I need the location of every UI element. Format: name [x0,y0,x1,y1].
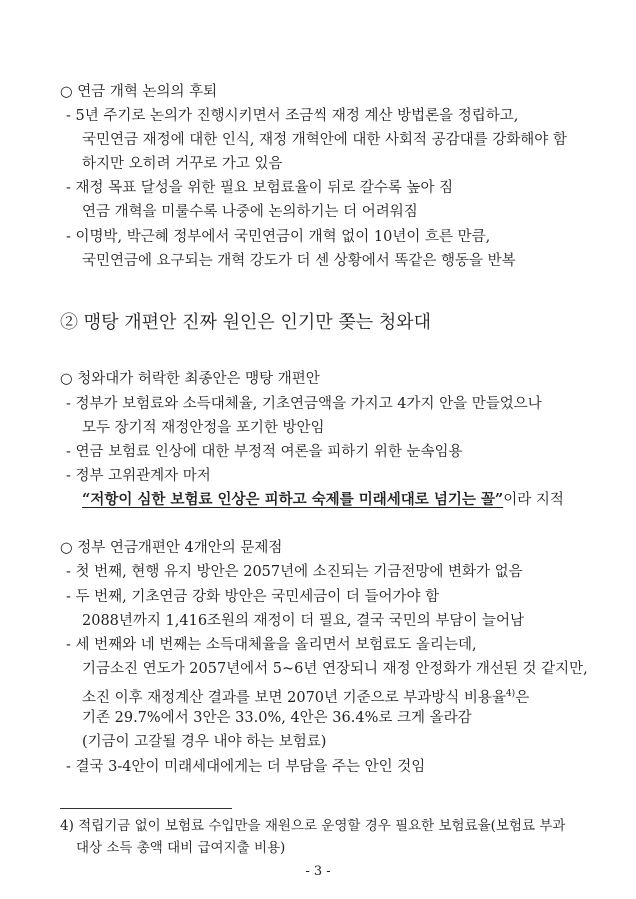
footnote-text: 4) 적립기금 없이 보험료 수입만을 재원으로 운영할 경우 필요한 보험료율(보험료 부과 [60,818,566,834]
dash-item: - 연금 보험료 인상에 대한 부정적 여론을 피하기 위한 눈속임용 [66,444,463,460]
dash-item: - 정부 고위관계자 마저 [66,468,211,484]
continuation-line: 하지만 오히려 거꾸로 가고 있음 [82,156,283,172]
bullet-heading: ○ 연금 개혁 논의의 후퇴 [60,84,218,100]
dash-item: - 첫 번째, 현행 유지 방안은 2057년에 소진되는 기금전망에 변화가 없음 [66,564,523,580]
section-heading: ② 맹탕 개편안 진짜 원인은 인기만 쫒는 청와대 [60,312,432,333]
continuation-line: 연금 개혁을 미룰수록 나중에 논의하기는 더 어려워짐 [82,204,418,220]
underlined-quote: “저항이 심한 보험료 인상은 피하고 숙제를 미래세대로 넘기는 꼴” [82,491,504,508]
continuation-line: (기금이 고갈될 경우 내야 하는 보험료) [82,734,327,750]
footnote-text-continued: 대상 소득 총액 대비 급여지출 비용) [76,840,286,856]
page-number: - 3 - [305,864,331,879]
dash-item: - 5년 주기로 논의가 진행시키면서 조금씩 재정 계산 방법론을 정립하고, [66,108,519,124]
quote-tail: 이라 지적 [503,492,564,508]
bullet-heading: ○ 청와대가 허락한 최종안은 맹탕 개편안 [60,371,320,387]
quote-line [82,490,564,510]
dash-item: - 정부가 보험료와 소득대체율, 기초연금액을 가지고 4가지 안을 만들었으나 [66,396,542,412]
dash-item: - 두 번째, 기초연금 강화 방안은 국민세금이 더 들어가야 함 [66,589,440,605]
continuation-line: 국민연금에 요구되는 개혁 강도가 더 센 상황에서 똑같은 행동을 반복 [82,253,516,269]
dash-item: - 재정 목표 달성을 위한 필요 보험료율이 뒤로 갈수록 높아 짐 [66,180,454,196]
footnote-divider [60,808,232,809]
dash-item: - 결국 3-4안이 미래세대에게는 더 부담을 주는 안인 것임 [66,759,426,775]
continuation-line: 기존 29.7%에서 3안은 33.0%, 4안은 36.4%로 크게 올라감 [82,710,472,726]
continuation-line: 국민연금 재정에 대한 인식, 재정 개혁안에 대한 사회적 공감대를 강화해야 함 [82,132,567,148]
dash-item: - 이명박, 박근혜 정부에서 국민연금이 개혁 없이 10년이 흐른 만큼, [66,229,491,245]
continuation-line: 2088년까지 1,416조원의 재정이 더 필요, 결국 국민의 부담이 늘어남 [82,613,525,629]
dash-item: - 세 번째와 네 번째는 소득대체율을 올리면서 보험료도 올리는데, [66,637,477,653]
footnote-ref[interactable]: 4) [505,689,516,699]
line-text: 소진 이후 재정계산 결과를 보면 2070년 기준으로 부과방식 비용율 [82,689,506,706]
line-tail: 은 [515,689,530,706]
continuation-line: 기금소진 연도가 2057년에서 5~6년 연장되니 재정 안정화가 개선된 것 같지만, [82,661,588,677]
continuation-line [82,684,529,708]
continuation-line: 모두 장기적 재정안정을 포기한 방안임 [82,420,325,436]
bullet-heading: ○ 정부 연금개편안 4개안의 문제점 [60,540,283,556]
